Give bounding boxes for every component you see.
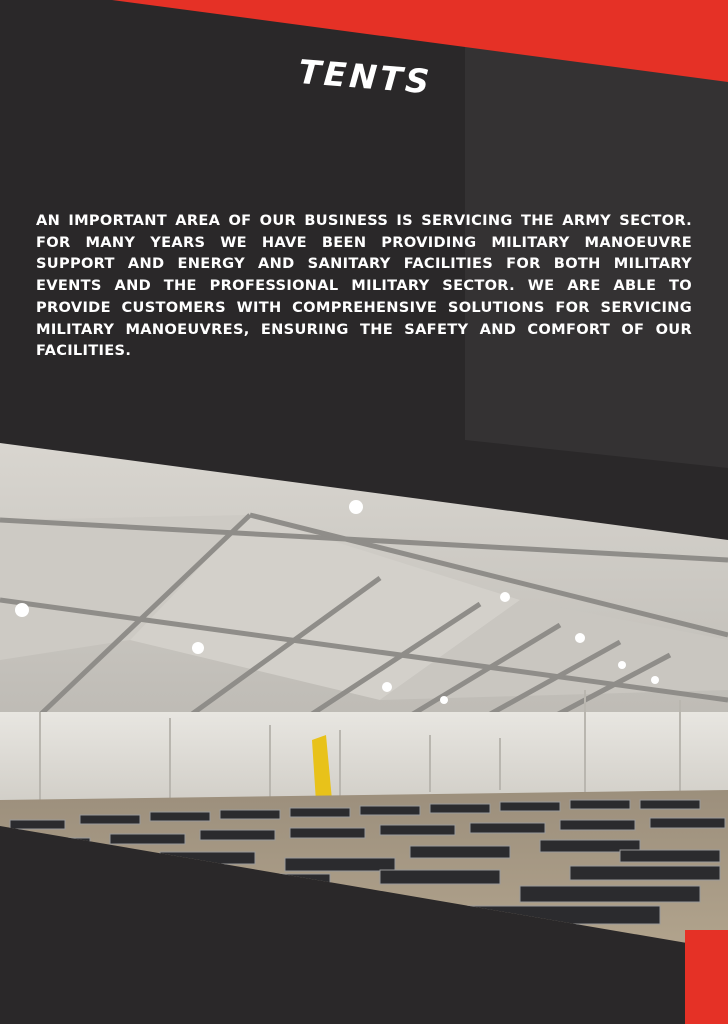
intro-paragraph: AN IMPORTANT AREA OF OUR BUSINESS IS SERVICING THE ARMY SECTOR. FOR MANY YEARS WE HAVE BEEN PROVIDING MILITARY MANOEUVRE SUPPORT AND ENERGY AND SANITARY FACILITIES FOR BOTH MILITARY EVENTS AND THE PROFESSIONAL MILITARY SECTOR. WE ARE ABLE TO PROVIDE CUSTOMERS WITH COMPREHENSIVE SOLUTIONS FOR SERVICING MILITARY MANOEUVRES, ENSURING THE SAFETY AND COMFORT OF OUR FACILITIES. (36, 212, 692, 360)
photo-content (0, 440, 728, 960)
page-title: TENTS (296, 52, 434, 102)
bottom-red-block (685, 930, 728, 1024)
